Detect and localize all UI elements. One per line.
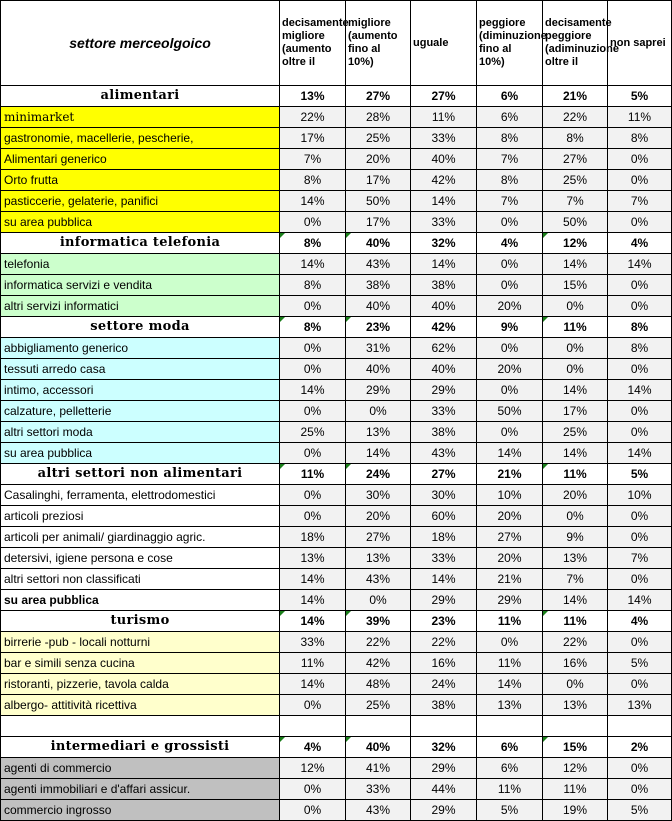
value-cell: 20% — [346, 506, 411, 527]
table-row — [1, 758, 672, 779]
value-cell: 0% — [608, 212, 672, 233]
value-cell: 20% — [543, 485, 608, 506]
value-cell: 8% — [608, 128, 672, 149]
row-label: informatica servizi e vendita — [1, 275, 280, 296]
value-cell: 20% — [477, 506, 543, 527]
section-total-cell: 4% — [608, 611, 672, 632]
row-label: minimarket — [1, 107, 280, 128]
row-label: telefonia — [1, 254, 280, 275]
table-row — [1, 506, 672, 527]
value-cell: 14% — [280, 590, 346, 611]
value-cell: 40% — [411, 359, 477, 380]
value-cell: 60% — [411, 506, 477, 527]
value-cell: 14% — [477, 443, 543, 464]
value-cell: 0% — [280, 212, 346, 233]
section-total-cell: 21% — [477, 464, 543, 485]
value-cell: 33% — [411, 128, 477, 149]
value-cell: 14% — [280, 254, 346, 275]
value-cell: 29% — [411, 800, 477, 821]
value-cell: 7% — [543, 569, 608, 590]
value-cell: 27% — [346, 527, 411, 548]
row-label: albergo- attitività ricettiva — [1, 695, 280, 716]
value-cell: 8% — [477, 170, 543, 191]
value-cell: 0% — [543, 506, 608, 527]
value-cell: 16% — [543, 653, 608, 674]
table-row — [1, 569, 672, 590]
section-total-cell: 27% — [411, 464, 477, 485]
blank-cell — [543, 716, 608, 737]
value-cell: 0% — [608, 170, 672, 191]
value-cell: 14% — [411, 254, 477, 275]
section-total-cell: 4% — [608, 233, 672, 254]
section-total-cell: 15% — [543, 737, 608, 758]
value-cell: 0% — [280, 506, 346, 527]
value-cell: 14% — [608, 254, 672, 275]
blank-cell — [346, 716, 411, 737]
table-row — [1, 212, 672, 233]
value-cell: 0% — [543, 359, 608, 380]
section-header-row — [1, 464, 672, 485]
value-cell: 14% — [280, 380, 346, 401]
value-cell: 13% — [346, 548, 411, 569]
value-cell: 12% — [280, 758, 346, 779]
value-cell: 13% — [543, 695, 608, 716]
value-cell: 24% — [411, 674, 477, 695]
value-cell: 14% — [608, 443, 672, 464]
value-cell: 0% — [477, 380, 543, 401]
value-cell: 14% — [280, 569, 346, 590]
value-cell: 0% — [477, 632, 543, 653]
value-cell: 27% — [477, 527, 543, 548]
table-row — [1, 296, 672, 317]
section-total-cell: 40% — [346, 737, 411, 758]
value-cell: 0% — [280, 338, 346, 359]
value-cell: 13% — [477, 695, 543, 716]
header-col-1: decisamente migliore (aumento oltre il — [280, 1, 346, 86]
value-cell: 33% — [411, 212, 477, 233]
value-cell: 14% — [280, 191, 346, 212]
table-row — [1, 548, 672, 569]
value-cell: 0% — [280, 779, 346, 800]
blank-cell — [477, 716, 543, 737]
row-label: ristoranti, pizzerie, tavola calda — [1, 674, 280, 695]
value-cell: 14% — [346, 443, 411, 464]
section-total-cell: 11% — [543, 464, 608, 485]
value-cell: 10% — [477, 485, 543, 506]
table-row — [1, 422, 672, 443]
value-cell: 0% — [346, 590, 411, 611]
section-total-cell: 21% — [543, 86, 608, 107]
value-cell: 18% — [280, 527, 346, 548]
value-cell: 0% — [280, 296, 346, 317]
value-cell: 0% — [346, 401, 411, 422]
section-total-cell: 11% — [543, 317, 608, 338]
section-total-cell: 27% — [346, 86, 411, 107]
section-total-cell: 39% — [346, 611, 411, 632]
value-cell: 38% — [411, 695, 477, 716]
row-label: su area pubblica — [1, 590, 280, 611]
section-name: informatica telefonia — [1, 233, 280, 254]
value-cell: 14% — [477, 674, 543, 695]
table-row — [1, 779, 672, 800]
value-cell: 0% — [543, 296, 608, 317]
table-row — [1, 590, 672, 611]
section-total-cell: 8% — [280, 317, 346, 338]
value-cell: 11% — [477, 653, 543, 674]
value-cell: 0% — [477, 275, 543, 296]
row-label: birrerie -pub - locali notturni — [1, 632, 280, 653]
blank-cell — [411, 716, 477, 737]
row-label: su area pubblica — [1, 212, 280, 233]
value-cell: 0% — [608, 674, 672, 695]
table-row — [1, 485, 672, 506]
value-cell: 6% — [477, 758, 543, 779]
section-total-cell: 24% — [346, 464, 411, 485]
table-row — [1, 338, 672, 359]
value-cell: 13% — [280, 548, 346, 569]
value-cell: 18% — [411, 527, 477, 548]
section-header-row — [1, 233, 672, 254]
value-cell: 43% — [411, 443, 477, 464]
table-row — [1, 401, 672, 422]
value-cell: 19% — [543, 800, 608, 821]
value-cell: 40% — [411, 296, 477, 317]
value-cell: 40% — [346, 296, 411, 317]
row-label: articoli per animali/ giardinaggio agric. — [1, 527, 280, 548]
section-total-cell: 23% — [411, 611, 477, 632]
value-cell: 8% — [280, 275, 346, 296]
table-row — [1, 800, 672, 821]
value-cell: 8% — [477, 128, 543, 149]
section-name: settore moda — [1, 317, 280, 338]
value-cell: 17% — [346, 212, 411, 233]
value-cell: 0% — [608, 632, 672, 653]
value-cell: 11% — [608, 107, 672, 128]
table-row — [1, 653, 672, 674]
value-cell: 8% — [543, 128, 608, 149]
value-cell: 0% — [280, 401, 346, 422]
table-row — [1, 527, 672, 548]
value-cell: 11% — [477, 779, 543, 800]
blank-cell — [608, 716, 672, 737]
value-cell: 13% — [543, 548, 608, 569]
value-cell: 7% — [280, 149, 346, 170]
value-cell: 0% — [543, 674, 608, 695]
table-row — [1, 254, 672, 275]
value-cell: 50% — [346, 191, 411, 212]
table-row — [1, 275, 672, 296]
value-cell: 17% — [280, 128, 346, 149]
value-cell: 5% — [608, 653, 672, 674]
section-total-cell: 11% — [280, 464, 346, 485]
value-cell: 14% — [543, 590, 608, 611]
value-cell: 0% — [280, 695, 346, 716]
value-cell: 50% — [543, 212, 608, 233]
row-label: Casalinghi, ferramenta, elettrodomestici — [1, 485, 280, 506]
blank-row — [1, 716, 672, 737]
value-cell: 14% — [608, 590, 672, 611]
value-cell: 16% — [411, 653, 477, 674]
section-total-cell: 5% — [608, 86, 672, 107]
row-label: intimo, accessori — [1, 380, 280, 401]
section-total-cell: 4% — [477, 233, 543, 254]
row-label: tessuti arredo casa — [1, 359, 280, 380]
section-total-cell: 11% — [543, 611, 608, 632]
value-cell: 38% — [346, 275, 411, 296]
value-cell: 7% — [477, 149, 543, 170]
value-cell: 7% — [543, 191, 608, 212]
value-cell: 43% — [346, 254, 411, 275]
value-cell: 11% — [411, 107, 477, 128]
table-row — [1, 380, 672, 401]
header-col-5: decisamente peggiore (adiminuzione oltre il — [543, 1, 608, 86]
value-cell: 14% — [280, 674, 346, 695]
table-row — [1, 191, 672, 212]
value-cell: 25% — [280, 422, 346, 443]
section-total-cell: 42% — [411, 317, 477, 338]
table-row — [1, 359, 672, 380]
value-cell: 48% — [346, 674, 411, 695]
row-label: commercio ingrosso — [1, 800, 280, 821]
value-cell: 21% — [477, 569, 543, 590]
value-cell: 42% — [346, 653, 411, 674]
section-total-cell: 23% — [346, 317, 411, 338]
section-name: turismo — [1, 611, 280, 632]
value-cell: 14% — [411, 569, 477, 590]
value-cell: 29% — [477, 590, 543, 611]
value-cell: 14% — [608, 380, 672, 401]
blank-cell — [1, 716, 280, 737]
value-cell: 0% — [477, 254, 543, 275]
row-label: abbigliamento generico — [1, 338, 280, 359]
value-cell: 22% — [346, 632, 411, 653]
value-cell: 0% — [608, 779, 672, 800]
value-cell: 0% — [608, 506, 672, 527]
row-label: Orto frutta — [1, 170, 280, 191]
section-total-cell: 11% — [477, 611, 543, 632]
value-cell: 27% — [543, 149, 608, 170]
row-label: su area pubblica — [1, 443, 280, 464]
section-total-cell: 5% — [608, 464, 672, 485]
value-cell: 0% — [608, 569, 672, 590]
value-cell: 31% — [346, 338, 411, 359]
value-cell: 12% — [543, 758, 608, 779]
value-cell: 25% — [543, 422, 608, 443]
value-cell: 17% — [346, 170, 411, 191]
value-cell: 29% — [411, 590, 477, 611]
value-cell: 5% — [477, 800, 543, 821]
value-cell: 7% — [608, 191, 672, 212]
value-cell: 15% — [543, 275, 608, 296]
table-row — [1, 695, 672, 716]
value-cell: 40% — [346, 359, 411, 380]
value-cell: 0% — [608, 527, 672, 548]
header-col-2: migliore (aumento fino al 10%) — [346, 1, 411, 86]
value-cell: 14% — [543, 380, 608, 401]
row-label: agenti di commercio — [1, 758, 280, 779]
section-total-cell: 8% — [608, 317, 672, 338]
value-cell: 20% — [477, 548, 543, 569]
value-cell: 30% — [346, 485, 411, 506]
value-cell: 0% — [608, 422, 672, 443]
value-cell: 0% — [608, 149, 672, 170]
value-cell: 20% — [477, 359, 543, 380]
value-cell: 25% — [543, 170, 608, 191]
header-col-4: peggiore (diminuzione fino al 10%) — [477, 1, 543, 86]
value-cell: 13% — [346, 422, 411, 443]
value-cell: 22% — [543, 107, 608, 128]
value-cell: 30% — [411, 485, 477, 506]
value-cell: 0% — [280, 359, 346, 380]
header-col-3: uguale — [411, 1, 477, 86]
section-total-cell: 4% — [280, 737, 346, 758]
section-name: alimentari — [1, 86, 280, 107]
value-cell: 8% — [280, 170, 346, 191]
section-header-row — [1, 86, 672, 107]
table-row — [1, 170, 672, 191]
table-row — [1, 443, 672, 464]
blank-cell — [280, 716, 346, 737]
row-label: detersivi, igiene persona e cose — [1, 548, 280, 569]
section-total-cell: 6% — [477, 86, 543, 107]
value-cell: 20% — [346, 149, 411, 170]
value-cell: 0% — [608, 275, 672, 296]
value-cell: 8% — [608, 338, 672, 359]
section-total-cell: 8% — [280, 233, 346, 254]
row-label: altri settori moda — [1, 422, 280, 443]
value-cell: 6% — [477, 107, 543, 128]
value-cell: 40% — [411, 149, 477, 170]
value-cell: 7% — [608, 548, 672, 569]
row-label: agenti immobiliari e d'affari assicur. — [1, 779, 280, 800]
value-cell: 14% — [543, 443, 608, 464]
value-cell: 38% — [411, 275, 477, 296]
section-total-cell: 32% — [411, 233, 477, 254]
value-cell: 29% — [346, 380, 411, 401]
section-total-cell: 13% — [280, 86, 346, 107]
section-total-cell: 6% — [477, 737, 543, 758]
value-cell: 14% — [411, 191, 477, 212]
value-cell: 22% — [543, 632, 608, 653]
value-cell: 22% — [411, 632, 477, 653]
table-row — [1, 128, 672, 149]
value-cell: 0% — [280, 800, 346, 821]
header-title: settore merceolgoico — [1, 1, 280, 86]
value-cell: 38% — [411, 422, 477, 443]
row-label: Alimentari generico — [1, 149, 280, 170]
table-body — [1, 1, 672, 821]
value-cell: 14% — [543, 254, 608, 275]
value-cell: 17% — [543, 401, 608, 422]
value-cell: 62% — [411, 338, 477, 359]
section-name: intermediari e grossisti — [1, 737, 280, 758]
value-cell: 28% — [346, 107, 411, 128]
value-cell: 0% — [477, 422, 543, 443]
row-label: altri settori non classificati — [1, 569, 280, 590]
section-total-cell: 2% — [608, 737, 672, 758]
row-label: articoli preziosi — [1, 506, 280, 527]
header-col-6: non saprei — [608, 1, 672, 86]
row-label: calzature, pelletterie — [1, 401, 280, 422]
row-label: bar e simili senza cucina — [1, 653, 280, 674]
value-cell: 22% — [280, 107, 346, 128]
value-cell: 0% — [280, 485, 346, 506]
value-cell: 43% — [346, 800, 411, 821]
value-cell: 50% — [477, 401, 543, 422]
value-cell: 0% — [608, 401, 672, 422]
section-total-cell: 14% — [280, 611, 346, 632]
value-cell: 0% — [608, 296, 672, 317]
header-row — [1, 1, 672, 86]
section-header-row — [1, 737, 672, 758]
value-cell: 0% — [608, 758, 672, 779]
value-cell: 44% — [411, 779, 477, 800]
value-cell: 0% — [608, 359, 672, 380]
table-row — [1, 674, 672, 695]
section-name: altri settori non alimentari — [1, 464, 280, 485]
row-label: pasticcerie, gelaterie, panifici — [1, 191, 280, 212]
section-header-row — [1, 317, 672, 338]
value-cell: 5% — [608, 800, 672, 821]
value-cell: 0% — [543, 338, 608, 359]
value-cell: 0% — [280, 443, 346, 464]
row-label: gastronomie, macellerie, pescherie, — [1, 128, 280, 149]
value-cell: 0% — [477, 212, 543, 233]
value-cell: 42% — [411, 170, 477, 191]
table-row — [1, 632, 672, 653]
value-cell: 25% — [346, 695, 411, 716]
value-cell: 41% — [346, 758, 411, 779]
section-total-cell: 9% — [477, 317, 543, 338]
value-cell: 11% — [543, 779, 608, 800]
value-cell: 29% — [411, 380, 477, 401]
row-label: altri servizi informatici — [1, 296, 280, 317]
table-row — [1, 149, 672, 170]
value-cell: 0% — [477, 338, 543, 359]
value-cell: 29% — [411, 758, 477, 779]
value-cell: 9% — [543, 527, 608, 548]
value-cell: 7% — [477, 191, 543, 212]
value-cell: 33% — [411, 401, 477, 422]
section-total-cell: 27% — [411, 86, 477, 107]
section-total-cell: 12% — [543, 233, 608, 254]
value-cell: 25% — [346, 128, 411, 149]
section-header-row — [1, 611, 672, 632]
value-cell: 10% — [608, 485, 672, 506]
value-cell: 11% — [280, 653, 346, 674]
value-cell: 33% — [280, 632, 346, 653]
value-cell: 13% — [608, 695, 672, 716]
value-cell: 43% — [346, 569, 411, 590]
table-row — [1, 107, 672, 128]
value-cell: 33% — [346, 779, 411, 800]
section-total-cell: 40% — [346, 233, 411, 254]
section-total-cell: 32% — [411, 737, 477, 758]
value-cell: 33% — [411, 548, 477, 569]
value-cell: 20% — [477, 296, 543, 317]
